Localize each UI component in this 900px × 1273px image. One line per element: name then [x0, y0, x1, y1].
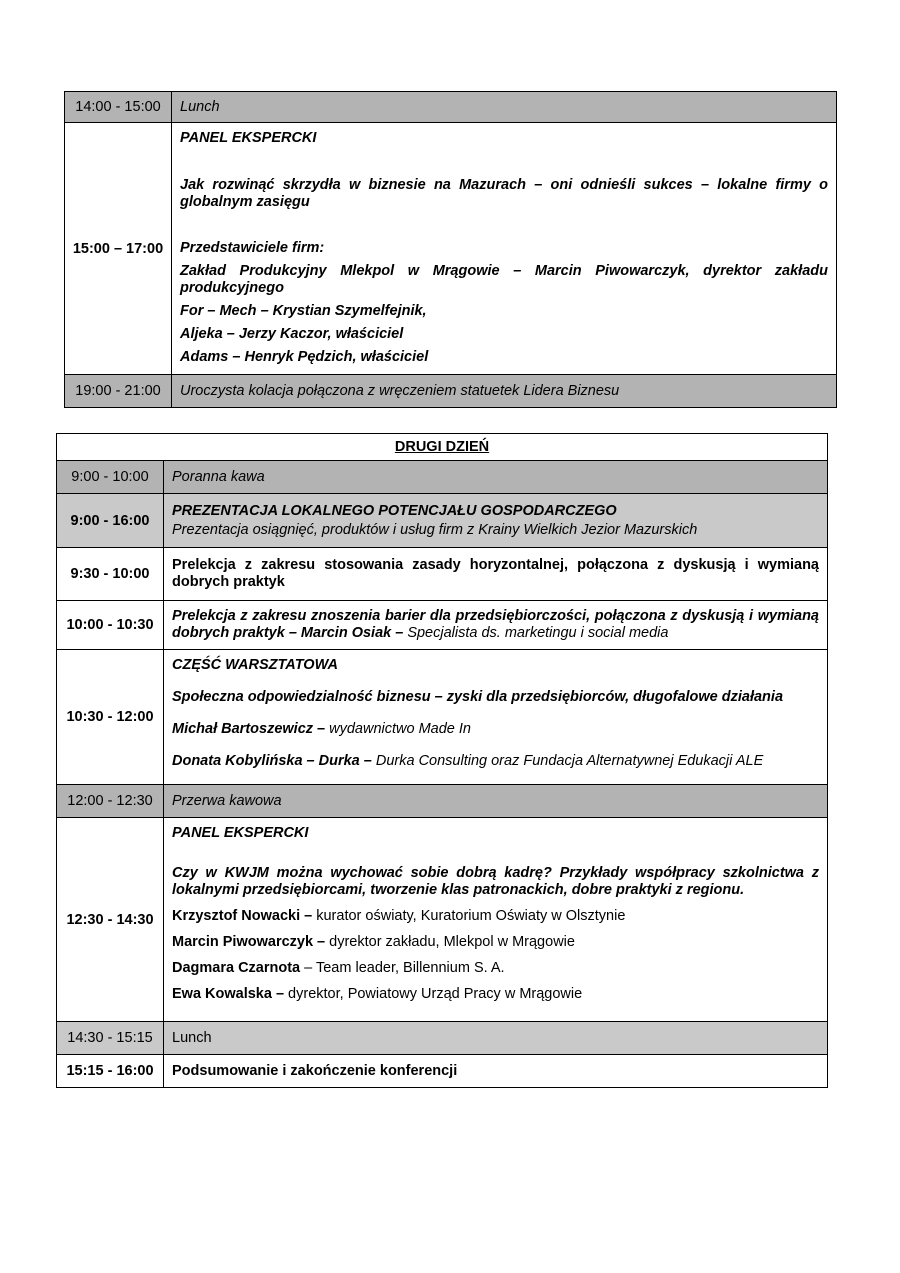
event-cell [164, 548, 828, 601]
day-header-row [57, 434, 828, 461]
event-cell: Podsumowanie i zakończenie konferencji [164, 1055, 828, 1088]
time-cell: 15:00 – 17:00 [65, 123, 172, 375]
workshop-topic: Społeczna odpowiedzialność biznesu – zyski dla przedsiębiorców, długofalowe działania [172, 689, 784, 705]
rep-item: For – Mech – Krystian Szymelfejnik, [180, 303, 427, 319]
person-name: Donata Kobylińska – Durka – [172, 753, 372, 769]
time-cell: 9:00 - 10:00 [57, 461, 164, 494]
table-row [57, 1022, 828, 1055]
event-cell [172, 123, 837, 375]
table-row [57, 1055, 828, 1088]
person-name: Dagmara Czarnota [172, 960, 301, 976]
table-row [65, 375, 837, 408]
panel-topic: Jak rozwinąć skrzydła w biznesie na Mazurach – oni odnieśli sukces – lokalne firmy o globalnym zasięgu [180, 177, 828, 210]
event-cell: Poranna kawa [164, 461, 828, 494]
time-cell: 19:00 - 21:00 [65, 375, 172, 408]
time-cell: 9:00 - 16:00 [57, 494, 164, 548]
event-cell [164, 650, 828, 785]
event-cell [164, 494, 828, 548]
person-name: Ewa Kowalska – [172, 986, 285, 1002]
reps-label: Przedstawiciele firm: [180, 240, 325, 256]
time-cell: 15:15 - 16:00 [57, 1055, 164, 1088]
time-cell: 12:30 - 14:30 [57, 818, 164, 1022]
panel-title: PANEL EKSPERCKI [180, 130, 317, 146]
event-title: PREZENTACJA LOKALNEGO POTENCJAŁU GOSPODARCZEGO [172, 502, 617, 519]
event-cell: Lunch [172, 92, 837, 123]
table-row [65, 123, 837, 375]
table-row [57, 494, 828, 548]
rep-item: Adams – Henryk Pędzich, właściciel [180, 349, 429, 365]
table-row [57, 650, 828, 785]
rep-item: Zakład Produkcyjny Mlekpol w Mrągowie – Marcin Piwowarczyk, dyrektor zakładu produkcyjnego [180, 263, 828, 296]
table-row [57, 601, 828, 650]
event-cell [164, 601, 828, 650]
time-cell: 9:30 - 10:00 [57, 548, 164, 601]
table-row [57, 818, 828, 1022]
table-row [57, 548, 828, 601]
time-cell: 12:00 - 12:30 [57, 785, 164, 818]
person-role: kurator oświaty, Kuratorium Oświaty w Olsztynie [312, 908, 626, 924]
event-text: Prelekcja z zakresu stosowania zasady horyzontalnej, połączona z dyskusją i wymianą dobrych praktyk [172, 557, 819, 590]
table-row [65, 92, 837, 123]
person-role: dyrektor, Powiatowy Urząd Pracy w Mrągowie [284, 986, 583, 1002]
table-row [57, 785, 828, 818]
event-cell: Przerwa kawowa [164, 785, 828, 818]
day2-schedule-table [56, 433, 828, 1088]
time-cell: 10:30 - 12:00 [57, 650, 164, 785]
person-role: wydawnictwo Made In [325, 721, 471, 737]
event-text-bold: Prelekcja z zakresu znoszenia barier dla przedsiębiorczości, połączona z dyskusją i wymianą dobrych praktyk – Marcin Osiak – [172, 608, 819, 641]
event-cell: Lunch [164, 1022, 828, 1055]
day1-schedule-table [64, 91, 837, 408]
person-role: dyrektor zakładu, Mlekpol w Mrągowie [325, 934, 575, 950]
person-name: Michał Bartoszewicz – [172, 721, 326, 737]
panel-topic: Czy w KWJM można wychować sobie dobrą kadrę? Przykłady współpracy szkolnictwa z lokalnymi przedsiębiorcami, tworzenie klas patronackich, dobre praktyki z regionu. [172, 865, 819, 898]
event-cell: Uroczysta kolacja połączona z wręczeniem statuetek Lidera Biznesu [172, 375, 837, 408]
panel-title: PANEL EKSPERCKI [172, 825, 309, 841]
day-header: DRUGI DZIEŃ [57, 434, 828, 461]
event-cell [164, 818, 828, 1022]
time-cell: 14:00 - 15:00 [65, 92, 172, 123]
event-text-rest: Specjalista ds. marketingu i social media [403, 625, 669, 641]
time-cell: 14:30 - 15:15 [57, 1022, 164, 1055]
person-role: – Team leader, Billennium S. A. [300, 960, 505, 976]
table-row [57, 461, 828, 494]
person-name: Krzysztof Nowacki – [172, 908, 313, 924]
person-name: Marcin Piwowarczyk – [172, 934, 326, 950]
rep-item: Aljeka – Jerzy Kaczor, właściciel [180, 326, 404, 342]
time-cell: 10:00 - 10:30 [57, 601, 164, 650]
event-subtitle: Prezentacja osiągnięć, produktów i usług firm z Krainy Wielkich Jezior Mazurskich [172, 521, 698, 538]
workshop-title: CZĘŚĆ WARSZTATOWA [172, 657, 338, 673]
person-role: Durka Consulting oraz Fundacja Alternatywnej Edukacji ALE [371, 753, 764, 769]
